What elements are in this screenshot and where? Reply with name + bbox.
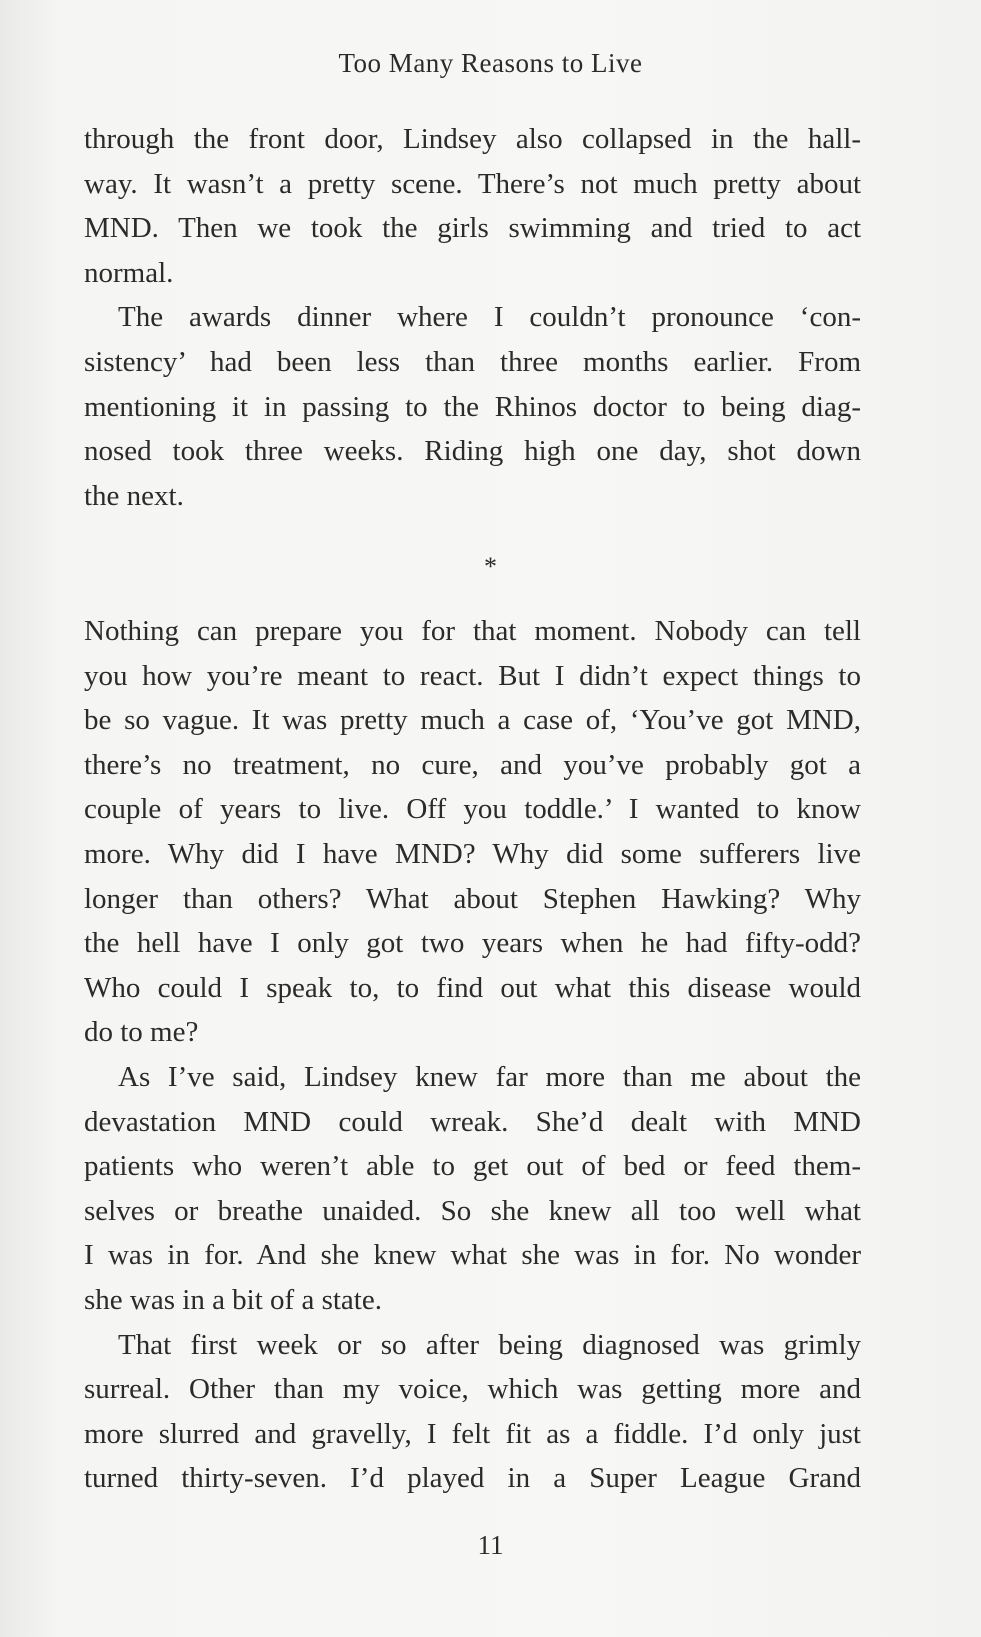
text-line: the hell have I only got two years when he had fifty-odd? xyxy=(84,927,861,960)
text-line: sistency’ had been less than three months earlier. From xyxy=(84,346,861,378)
section-break: * xyxy=(484,552,497,581)
text-line: the next. xyxy=(84,479,184,512)
text-line: more. Why did I have MND? Why did some sufferers live xyxy=(84,838,861,870)
text-line: The awards dinner where I couldn’t pronounce ‘con- xyxy=(118,301,861,334)
text-line: surreal. Other than my voice, which was getting more and xyxy=(84,1373,861,1406)
text-line: longer than others? What about Stephen Hawking? Why xyxy=(84,882,861,915)
text-line: couple of years to live. Off you toddle.’ I wanted to know xyxy=(84,793,861,826)
text-line: do to me? xyxy=(84,1016,199,1049)
text-line: there’s no treatment, no cure, and you’ve probably got a xyxy=(84,748,861,781)
running-head: Too Many Reasons to Live xyxy=(338,48,643,78)
text-line: you how you’re meant to react. But I didn’t expect things to xyxy=(84,659,861,692)
text-line: Nothing can prepare you for that moment. Nobody can tell xyxy=(84,615,861,647)
text-line: way. It wasn’t a pretty scene. There’s not much pretty about xyxy=(84,167,861,200)
text-line: mentioning it in passing to the Rhinos doctor to being diag- xyxy=(84,390,861,423)
page-number: 11 xyxy=(477,1530,504,1560)
text-line: through the front door, Lindsey also collapsed in the hall- xyxy=(84,123,861,155)
text-line: nosed took three weeks. Riding high one day, shot down xyxy=(84,435,861,468)
text-line: patients who weren’t able to get out of bed or feed them- xyxy=(84,1150,861,1183)
text-line: turned thirty-seven. I’d played in a Super League Grand xyxy=(84,1462,861,1495)
text-line: selves or breathe unaided. So she knew all too well what xyxy=(84,1194,861,1227)
text-line: As I’ve said, Lindsey knew far more than me about the xyxy=(118,1061,861,1093)
text-line: she was in a bit of a state. xyxy=(84,1284,382,1316)
text-line: Who could I speak to, to find out what this disease would xyxy=(84,971,861,1004)
text-line: MND. Then we took the girls swimming and tried to act xyxy=(84,212,861,245)
text-line: That first week or so after being diagnosed was grimly xyxy=(118,1328,861,1361)
text-line: devastation MND could wreak. She’d dealt with MND xyxy=(84,1105,861,1138)
text-line: more slurred and gravelly, I felt fit as a fiddle. I’d only just xyxy=(84,1417,861,1450)
text-line: normal. xyxy=(84,256,174,289)
text-line: be so vague. It was pretty much a case of, ‘You’ve got MND, xyxy=(84,704,861,737)
text-line: I was in for. And she knew what she was in for. No wonder xyxy=(84,1239,861,1272)
